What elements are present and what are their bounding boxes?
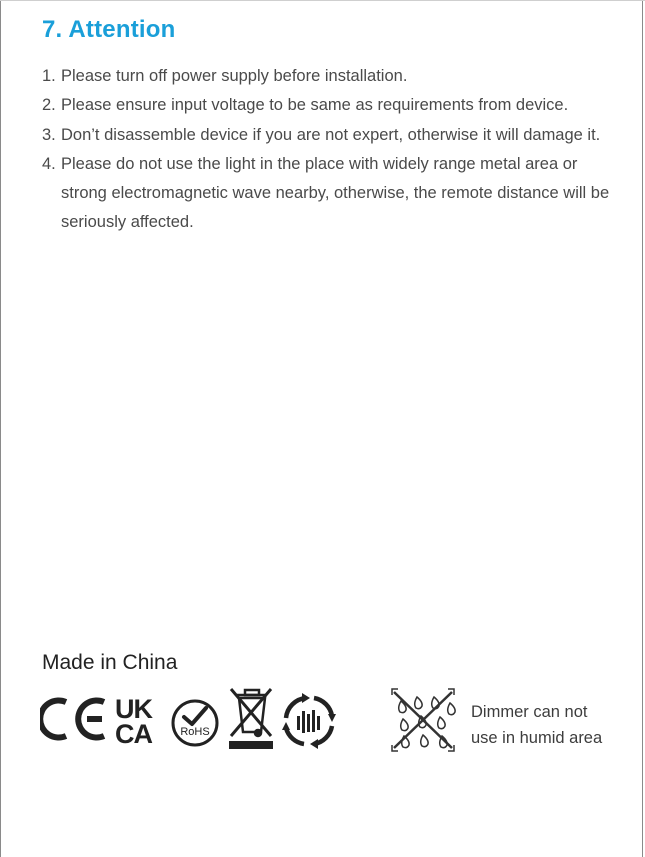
list-item — [42, 91, 622, 120]
ukca-top-text: UK — [115, 694, 152, 724]
page-top-edge — [0, 0, 645, 1]
weee-crossed-bin-icon — [229, 689, 273, 749]
list-item-number: 3. — [42, 125, 56, 144]
list-item-number: 2. — [42, 96, 56, 115]
made-in-label: Made in China — [42, 651, 178, 674]
rohs-icon — [173, 701, 217, 745]
attention-list — [42, 62, 622, 238]
list-item — [42, 121, 622, 150]
list-item-text: Please do not use the light in the place with widely range metal area or strong electromagnetic wave nearby, otherwise, the remote distance will be seriously affected. — [61, 154, 610, 232]
humid-warning-line2: use in humid area — [471, 729, 603, 747]
no-humidity-icon — [388, 686, 458, 754]
list-item-text: Please ensure input voltage to be same as requirements from device. — [61, 96, 569, 115]
humid-warning-line1: Dimmer can not — [471, 703, 588, 721]
ukca-bottom-text: CA — [115, 719, 152, 749]
ce-mark-icon — [40, 701, 104, 738]
list-item-text: Please turn off power supply before installation. — [61, 67, 408, 85]
list-item-text: Don’t disassemble device if you are not expert, otherwise it will damage it. — [61, 125, 601, 144]
section-title: 7. Attention — [42, 16, 176, 43]
humid-warning — [471, 699, 631, 751]
list-item — [42, 150, 622, 238]
ukca-mark-icon — [115, 694, 153, 749]
certification-marks — [40, 686, 336, 754]
list-item — [42, 62, 622, 91]
rohs-text: RoHS — [180, 726, 210, 738]
list-item-number: 1. — [42, 67, 56, 85]
list-item-number: 4. — [42, 154, 56, 173]
eco-recycle-icon — [282, 693, 336, 749]
